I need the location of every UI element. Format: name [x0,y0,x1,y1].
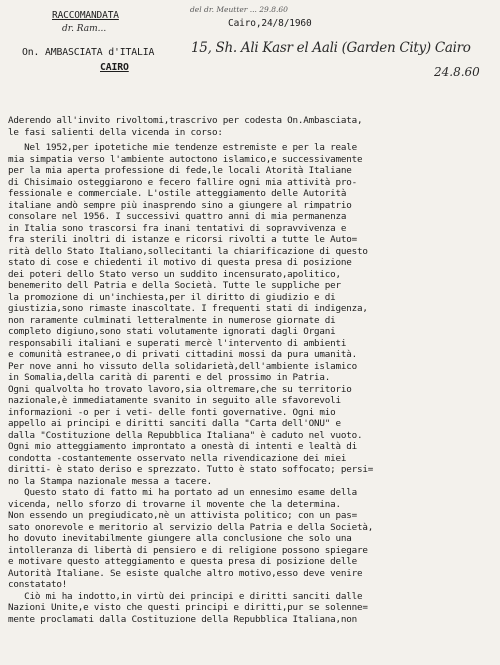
handwritten-date: 24.8.60 [434,65,480,79]
body-line: la promozione di un'inchiesta,per il diritto di giudizio e di [8,291,336,303]
body-line: dei poteri dello Stato verso un suddito incensurato,apolitico, [8,268,341,280]
body-line: no la Stampa nazionale messa a tacere. [8,475,213,487]
recipient: On. AMBASCIATA d'ITALIA [22,47,155,58]
body-line: ho dovuto inevitabilmente giungere alla conclusione che solo una [8,533,352,544]
handwritten-initials: dr. Ram... [62,24,107,34]
body-line: mia simpatia verso l'ambiente autoctono islamico,e successivamente [8,153,363,165]
body-line: benemerito dell Patria e della Società. Tutte le suppliche per [8,280,341,291]
body-line: Ciò mi ha indotto,in virtù dei principi e diritti sanciti dalle [8,590,363,602]
body-line: stato di cose e chiedenti il motivo di questa presa di posizione [8,257,352,268]
body-line: e comunità estranee,o di privati cittadini mossi da pura umanità. [8,349,357,360]
body-line: italiane andò sempre più inasprendo sino a giungere al rimpatrio [8,199,352,211]
body-line: responsabili italiani e superati mercè l'intervento di ambienti [8,337,347,349]
body-line: di Chisimaio osteggiarono e fecero fallire ogni mia attività pro- [8,176,357,188]
body-line: intolleranza di libertà di pensiero e di religione possono spiegare [8,544,368,556]
body-line: giustizia,sono rimaste inascoltate. I frequenti stati di indigenza, [8,303,368,314]
body-line: nazionale,è immediatamente svanito in seguito alle sfavorevoli [8,395,341,406]
body-line: non raramente culminati letteralmente in numerose giornate di [8,314,336,326]
body-line: Questo stato di fatto mi ha portato ad un ennesimo esame della [8,487,357,498]
body-line: mente proclamati dalla Costituzione della Repubblica Italiana,non [8,613,357,625]
body-line: constatato! [8,579,68,590]
body-line: Nel 1952,per ipotetiche mie tendenze estremiste e per la reale [8,142,357,153]
body-line: fessionale e commerciale. L'ostile atteggiamento delle Autorità [8,188,347,199]
body-line: diritti- è stato deriso e sprezzato. Tutto è stato soffocato; persi= [8,464,374,475]
place-date: Cairo,24/8/1960 [228,18,312,29]
body-line: completo digiuno,sono stati volutamente ignorati dagli Organi [8,326,336,337]
body-line: in Italia sono trascorsi fra inani tentativi di sopravvivenza e [8,222,347,234]
body-line: sato onorevole e meritorio al servizio della Patria e della Società, [8,521,374,533]
body-line: Aderendo all'invito rivoltomi,trascrivo per codesta On.Ambasciata, [8,115,363,126]
body-line: Nazioni Unite,e visto che questi principi e diritti,pur se solenne= [8,602,368,613]
body-line: fra sterili inoltri di istanze e ricorsi rivolti a tutte le Auto= [8,234,357,245]
raccomandata-label: RACCOMANDATA [52,10,119,21]
body-line: le fasi salienti della vicenda in corso: [8,126,223,138]
handwritten-note-top: del dr. Meutter ... 29.8.60 [190,5,288,14]
body-line: condotta -costantemente osservato nella rivendicazione dei miei [8,452,347,464]
body-line: rità dello Stato Italiano,sollecitanti la chiarificazione di questo [8,245,368,257]
body-line: Autorità Italiane. Se esiste qualche altro motivo,esso deve venire [8,567,363,579]
body-line: vicenda, nello sforzo di trovarne il movente che la determina. [8,498,341,510]
recipient-city: CAIRO [100,62,129,73]
body-line: Per nove anni ho vissuto della solidarietà,dell'ambiente islamico [8,360,357,372]
body-line: consolare nel 1956. I successivi quattro anni di mia permanenza [8,211,347,222]
body-line: informazioni -o per i veti- delle fonti governative. Ogni mio [8,406,336,418]
body-line: in Somalia,della carità di parenti e del prossimo in Patria. [8,372,331,383]
body-line: per la mia aperta professione di fede,le locali Atorità Italiane [8,165,352,176]
body-line: Ogni qualvolta ho trovato lavoro,sia oltremare,che su territorio [8,383,352,395]
body-line: Non essendo un pregiudicato,nè un attivista politico; con un pas= [8,510,357,521]
body-line: e motivare questo atteggiamento e questa presa di posizione delle [8,556,357,567]
body-line: Ogni mio atteggiamento improntato a onestà di intenti e lealtà di [8,441,357,452]
body-line: appello ai principi e diritti sanciti dalla "Carta dell'ONU" e [8,418,341,429]
body-line: dalla "Costituzione della Repubblica Italiana" è caduto nel vuoto. [8,429,363,441]
handwritten-address: 15, Sh. Ali Kasr el Aali (Garden City) Cairo [191,40,471,56]
